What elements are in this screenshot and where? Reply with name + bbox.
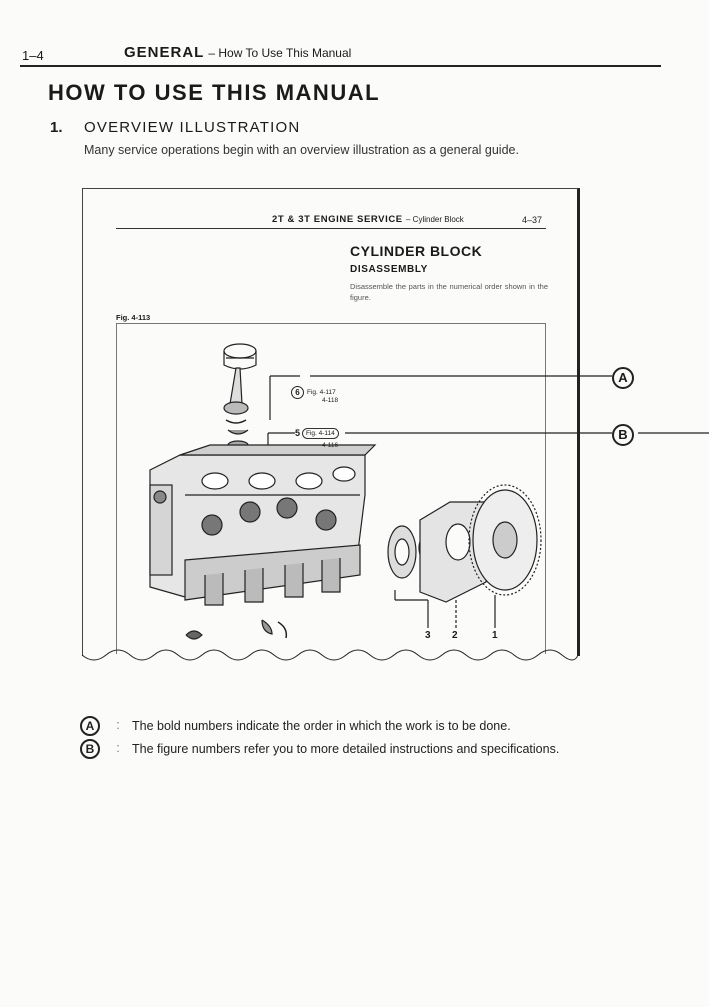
part-3-label: 3 — [425, 630, 431, 641]
part-2-label: 2 — [452, 630, 458, 641]
example-header-title: 2T & 3T ENGINE SERVICE — [272, 214, 403, 225]
step-6-fig-ref: Fig. 4-117 — [307, 389, 336, 396]
step-5-fig-ref: Fig. 4-114 — [302, 428, 339, 439]
legend-b-text: The figure numbers refer you to more detailed instructions and specifications. — [132, 742, 560, 756]
example-subheading: DISASSEMBLY — [350, 264, 428, 275]
legend-item-b: B : The figure numbers refer you to more detailed instructions and specifications. — [80, 739, 559, 759]
callout-a-marker: A — [612, 367, 634, 389]
header-subtitle: – How To Use This Manual — [208, 46, 352, 60]
legend-item-a: A : The bold numbers indicate the order in which the work is to be done. — [80, 716, 511, 736]
step-6-fig-ref2: 4-118 — [322, 397, 339, 404]
section-number: 1. — [50, 119, 63, 136]
example-page-number: 4–37 — [522, 215, 543, 225]
legend-a-text: The bold numbers indicate the order in which the work is to be done. — [132, 719, 511, 733]
example-header-sub: – Cylinder Block — [406, 215, 464, 224]
legend-b-marker: B — [80, 739, 100, 759]
figure-label: Fig. 4-113 — [116, 313, 151, 322]
callout-b-marker: B — [612, 424, 634, 446]
part-1-label: 1 — [492, 630, 498, 641]
page-number: 1–4 — [22, 48, 44, 63]
step-6-badge: 6 — [291, 386, 304, 399]
example-heading: CYLINDER BLOCK — [350, 243, 483, 259]
legend-a-marker: A — [80, 716, 100, 736]
example-description: Disassemble the parts in the numerical order shown in the figure. — [350, 282, 548, 302]
section-title: OVERVIEW ILLUSTRATION — [84, 119, 301, 136]
header-section-name: GENERAL — [124, 44, 205, 61]
step-5-number: 5 — [295, 428, 301, 438]
step-5-fig-ref2: 4-116 — [322, 442, 339, 449]
section-intro: Many service operations begin with an overview illustration as a general guide. — [84, 143, 519, 157]
page-title: HOW TO USE THIS MANUAL — [48, 80, 381, 105]
